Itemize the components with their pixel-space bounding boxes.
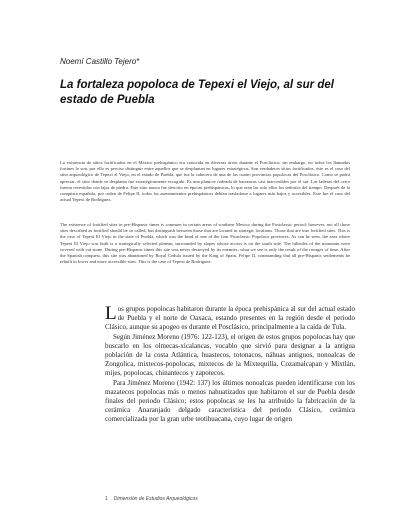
drop-cap: L (105, 303, 117, 324)
journal-name: Dimensión de Estudios Arqueológicos (113, 496, 198, 502)
body-paragraph-3: Para Jiménez Moreno (1942: 137) los últimos nonoalcas pueden identificarse con los mazatecos popolocas más o menos nahuatizados que habitaron el sur de Puebla desde finales del periodo Clásico; estos popolocas se les ha atribuido la fabricación de la cerámica Anaranjado delgado característica del periodo Clásico, cerámica comercializada por la gran urbe teotihuacana, cuyo lugar de origen (105, 378, 355, 424)
author-name: Noemí Castillo Tejero* (60, 57, 140, 66)
body-paragraph-1-text: os grupos popolocas habitaron durante la época prehispánica al sur del actual estado de Puebla y el norte de Oaxaca, estando presentes en la región desde el periodo Clásico, aunque su apogeo es durante el Posclásico, principalmente a la caída de Tula. (105, 305, 355, 332)
page-footer (105, 496, 355, 502)
body-paragraph-2: Según Jiménez Moreno (1976: 122-123), el origen de estos grupos popolocas hay que buscarlo en los olmecas-xicalancas, vocablo que sirvió para designar a la antigua población de la costa Atlántica, huastecos, totonacos, náhuas antiguos, nonoalcas de Zongolica, mixtecos-popolocas, mixtecos de la Mixtequilla, Cozamalcapan y Mixtlán, mijes, popolocas, chinantecos y zapotecos. (105, 332, 355, 378)
body-paragraph-1 (105, 305, 355, 333)
article-body (105, 305, 355, 425)
page-number: 1 (105, 496, 108, 502)
abstract-english: The existence of fortified sites in pre-Hispanic times is common in certain areas of southern Mexico during the Postclassic period; however, not all those sites described as fortified should be so called, but distinguish between those that are located in strategic locations. Those that are true fortified sites. This is the case of Tepexi El Viejo in the state of Puebla, which was the head of one of the four Postclassic Popoloca provinces. As can be seen, the area where Tepexi El Viejo was built is a strategically selected plateau, surrounded by slopes whose access is on the south side. The hillsides of the mountain were covered with cut stone. During pre-Hispanic times this site was never destroyed by its enemies; what we see is only the result of the ravages of time. After the Spanish conquest, this site was abandoned by Royal Cedula issued by the King of Spain, Felipe II, commanding that all pre-Hispanic settlements be rebuilt in lower and more accessible sites. This is the case of Tepexi de Rodríguez. (60, 222, 350, 265)
article-title: La fortaleza popoloca de Tepexi el Viejo, al sur del estado de Puebla (60, 79, 334, 106)
abstract-spanish: La existencia de sitios fortificados en el México prehispánico era conocida en diversas áreas durante el Posclásico; sin embargo, no todos los llamados fortines lo son, por ello es preciso distinguir entre aquellos que se desplantan en lugares estratégicos. Son verdaderos sitios fortificados, éste es el caso del sitio arqueológico de Tepexi el Viejo, en el estado de Puebla, que fue la cabecera de una de las cuatro provincias popolocas del Posclásico. Como se podrá apreciar, el sitio donde se desplanta fue estratégicamente escogido. Es una planicie rodeada de barrancas casi inaccesibles por el sur. Las laderas del cerro fueron revestidas con lajas de piedra. Este sitio nunca fue descrito en épocas prehispánicas, lo que eran las solo ellos los señoríos del tiempo. Después de la conquista española, por orden de Felipe II, todos los asentamientos prehispánicos debían trasladarse a lugares más bajos y accesibles. Este fue el caso del actual Tepexi de Rodríguez. (60, 160, 350, 203)
